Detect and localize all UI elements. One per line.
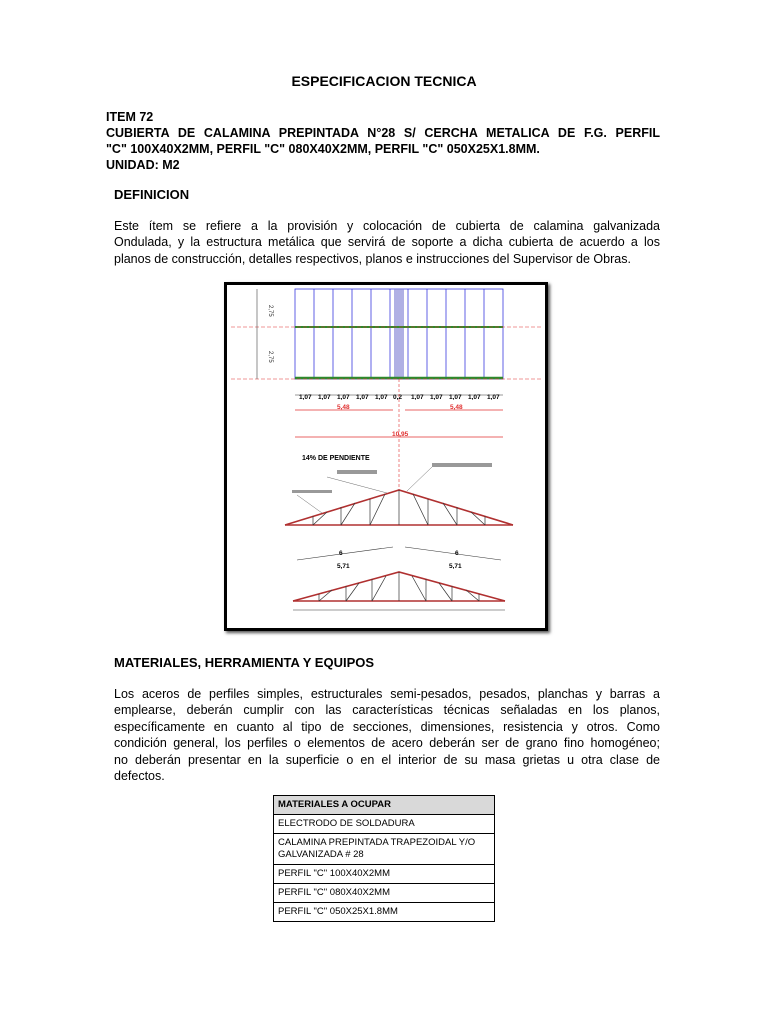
bay-label: 1,07	[487, 394, 500, 401]
table-cell: CALAMINA PREPINTADA TRAPEZOIDAL Y/O GALVANIZADA # 28	[274, 834, 495, 865]
table-row	[274, 903, 495, 922]
table-cell: PERFIL "C" 100X40X2MM	[274, 865, 495, 884]
materiales-line: específicamente en cuanto al tipo de secciones, dimensiones, resistencia y otros. Como	[114, 719, 660, 734]
bay-label: 1,07	[337, 394, 350, 401]
materials-table	[273, 795, 495, 922]
bay-label: 1,07	[299, 394, 312, 401]
table-header: MATERIALES A OCUPAR	[274, 796, 495, 815]
materiales-paragraph	[114, 686, 660, 784]
table-row	[274, 815, 495, 834]
dim-label: 2,75	[267, 351, 273, 363]
member-length-label: 6	[455, 550, 459, 557]
definicion-heading: DEFINICION	[114, 187, 190, 202]
roof-truss-drawing	[224, 282, 548, 631]
half-span-label: 5,48	[337, 404, 350, 411]
materiales-line: no deberán presentar en la superficie o en el interior de su masa grietas u otra clase de	[114, 752, 660, 767]
bay-label: 1,07	[430, 394, 443, 401]
truss-detail	[293, 547, 505, 610]
member-length-label: 5,71	[337, 563, 350, 570]
definicion-line: Ondulada, y la estructura metálica que servirá de soporte a dicha cubierta de acuerdo a los	[114, 235, 660, 250]
bay-label: 1,07	[318, 394, 331, 401]
table-row	[274, 834, 495, 865]
table-cell: PERFIL "C" 050X25X1.8MM	[274, 903, 495, 922]
table-row	[274, 884, 495, 903]
definicion-line: Este ítem se refiere a la provisión y colocación de cubierta de calamina galvanizada	[114, 219, 660, 233]
bay-dimensions	[295, 379, 503, 490]
total-span-label: 10,95	[392, 431, 409, 438]
bay-label: 1,07	[375, 394, 388, 401]
item-description-line-2: "C" 100X40X2MM, PERFIL "C" 080X40X2MM, PERFIL "C" 050X25X1.8MM.	[106, 142, 540, 156]
table-header-row	[274, 796, 495, 815]
table-cell: ELECTRODO DE SOLDADURA	[274, 815, 495, 834]
definicion-paragraph	[114, 218, 660, 267]
bay-label: 1,07	[449, 394, 462, 401]
dim-label: 2,75	[267, 305, 273, 317]
item-number: ITEM 72	[106, 110, 154, 124]
page-title: ESPECIFICACION TECNICA	[291, 73, 477, 89]
item-header	[106, 109, 660, 173]
bay-label: 1,07	[468, 394, 481, 401]
materiales-heading: MATERIALES, HERRAMIENTA Y EQUIPOS	[114, 655, 375, 670]
materiales-line: defectos.	[114, 769, 165, 784]
materiales-line: condición general, los perfiles o elementos de acero deberán ser de grano fino homogéneo;	[114, 736, 660, 751]
half-span-label: 5,48	[450, 404, 463, 411]
item-description-line-1: CUBIERTA DE CALAMINA PREPINTADA N°28 S/ CERCHA METALICA DE F.G. PERFIL	[106, 126, 660, 140]
definicion-line: planos de construcción, detalles respectivos, planos e instrucciones del Supervisor de Obras.	[114, 251, 631, 266]
member-length-label: 5,71	[449, 563, 462, 570]
member-length-label: 6	[339, 550, 343, 557]
bay-label: 1,07	[411, 394, 424, 401]
materiales-line: emplearse, deberán cumplir con las características técnicas señaladas en los planos,	[114, 703, 660, 718]
bay-label: 1,07	[356, 394, 369, 401]
materiales-line: Los aceros de perfiles simples, estructurales semi-pesados, pesados, planchas y barras a	[114, 687, 660, 701]
slope-label: 14% DE PENDIENTE	[302, 455, 370, 462]
table-row	[274, 865, 495, 884]
table-cell: PERFIL "C" 080X40X2MM	[274, 884, 495, 903]
bay-label: 0,2	[393, 394, 403, 401]
roof-plan	[231, 289, 541, 379]
item-unit: UNIDAD: M2	[106, 158, 180, 172]
